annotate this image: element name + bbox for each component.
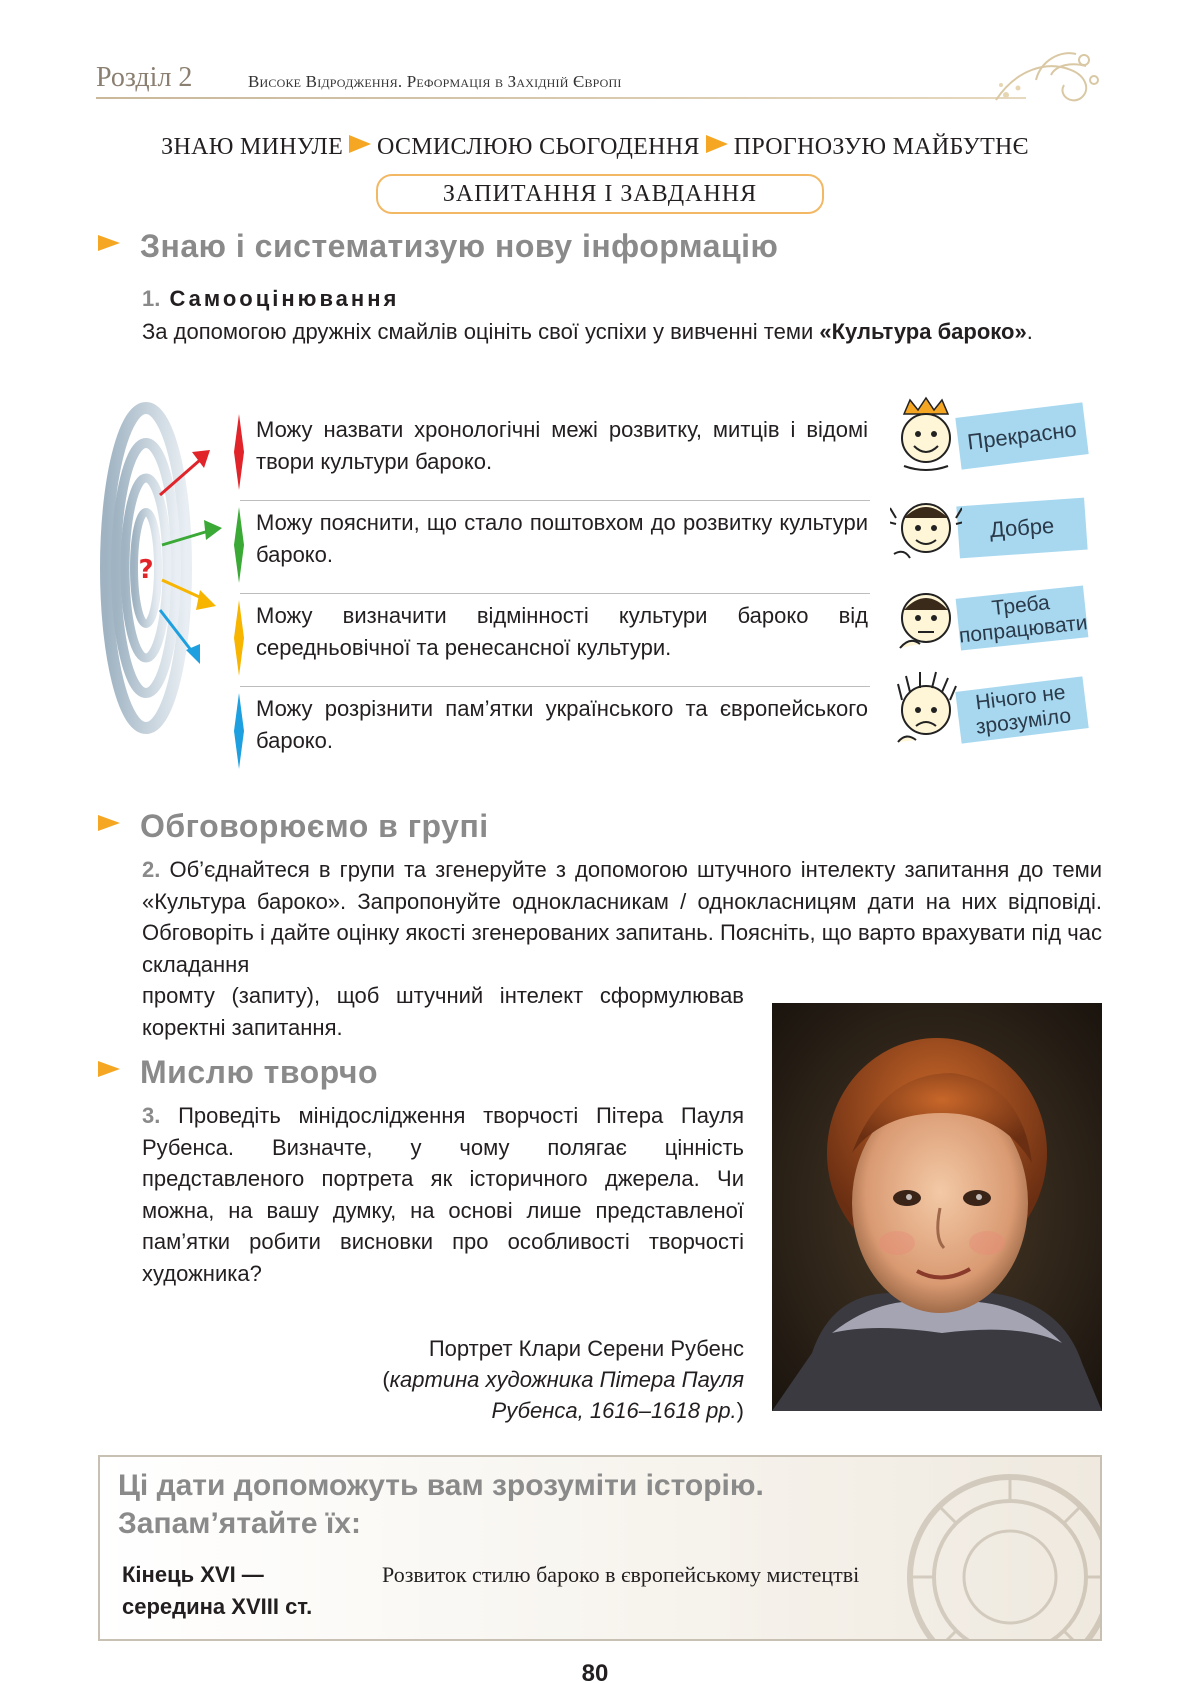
motto-line [0, 134, 1190, 161]
task-2-text: 2. Об’єднайтеся в групи та згенеруйте з допомогою штучного інтелекту запитання до теми «Культура бароко». Запропонуйте однокласникам / однокласницям дати на них відповіді. Обговоріть і дайте оцінку якості згенерованих запитань. Поясніть, що варто врахувати під час складання [142, 857, 1102, 977]
section-label: Розділ 2 [96, 62, 193, 93]
task-1-title: 1. Самооцінювання [142, 286, 400, 311]
rating-good: Добре [890, 488, 1090, 568]
criterion-item: Можу пояснити, що стало поштовхом до розвитку культури бароко. [240, 501, 870, 594]
criterion-item: Можу назвати хронологічні межі розвитку, митців і відомі твори культури бароко. [240, 408, 870, 501]
page-number: 80 [581, 1660, 609, 1683]
date-event: Розвиток стилю бароко в європейському мистецтві [382, 1562, 860, 1587]
questions-title-box: ЗАПИТАННЯ І ЗАВДАННЯ [376, 174, 824, 214]
self-assessment-list [240, 408, 870, 780]
color-marker-red [234, 414, 244, 490]
arrow-right-icon [349, 135, 371, 153]
color-marker-yellow [234, 600, 244, 676]
triangle-marker-icon [98, 1061, 120, 1077]
floral-ornament-icon [976, 40, 1106, 110]
astronomical-clock-icon [900, 1467, 1102, 1641]
motto-part-3: ПРОГНОЗУЮ МАЙБУТНЄ [733, 134, 1029, 160]
smiley-girl-icon [890, 488, 962, 568]
triangle-marker-icon [98, 815, 120, 831]
smiley-thinking-icon [890, 578, 962, 658]
dates-heading: Ці дати допоможуть вам зрозуміти історію. Запам’ятайте їх: [118, 1469, 764, 1540]
motto-part-1: ЗНАЮ МИНУЛЕ [161, 134, 344, 160]
triangle-marker-icon [98, 235, 120, 251]
rating-needs-work: Треба попрацювати [890, 578, 1090, 658]
color-marker-green [234, 507, 244, 583]
rating-excellent: Прекрасно [890, 396, 1090, 476]
key-dates-box [98, 1455, 1102, 1641]
section-heading-1: Знаю і систематизую нову інформацію [98, 228, 778, 265]
criterion-item: Можу розрізнити пам’ятки українського та європейського бароко. [240, 687, 870, 780]
section-heading-3: Мислю творчо [98, 1054, 378, 1091]
chapter-subtitle: Високе Відродження. Реформація в Західній Європі [248, 72, 622, 91]
portrait-caption: Портрет Клари Серени Рубенс (картина художника Пітера Пауля Рубенса, 1616–1618 рр.) [382, 1336, 744, 1423]
portrait-image [772, 1003, 1102, 1411]
page-header [96, 60, 1096, 100]
color-marker-blue [234, 693, 244, 769]
header-rule [96, 97, 1026, 99]
task-2-text-continued: промту (запиту), щоб штучний інтелект сформулював коректні запитання. [142, 983, 744, 1040]
target-diagram [100, 400, 240, 740]
rating-not-understood: Нічого не зрозуміло [890, 670, 1090, 750]
smiley-crown-icon [890, 396, 962, 476]
task-3-text: 3. Проведіть мінідослідження творчості Пітера Пауля Рубенса. Визначте, у чому полягає цінність представленого портрета як історичного джерела. Чи можна, на вашу думку, на основі лише представленої пам’ятки робити висновки про особливості творчості художника? [142, 1103, 744, 1286]
criterion-item: Можу визначити відмінності культури бароко від середньовічної та ренесансної культури. [240, 594, 870, 687]
task-1-intro: За допомогою дружніх смайлів оцініть свої успіхи у вивченні теми «Культура бароко». [142, 319, 1033, 344]
target-question-mark: ? [138, 555, 154, 585]
section-heading-2: Обговорюємо в групі [98, 808, 489, 845]
smiley-confused-icon [890, 670, 962, 750]
date-period: Кінець XVI — середина XVIII ст. [122, 1562, 313, 1619]
motto-part-2: ОСМИСЛЮЮ СЬОГОДЕННЯ [377, 134, 700, 160]
arrow-right-icon [706, 135, 728, 153]
